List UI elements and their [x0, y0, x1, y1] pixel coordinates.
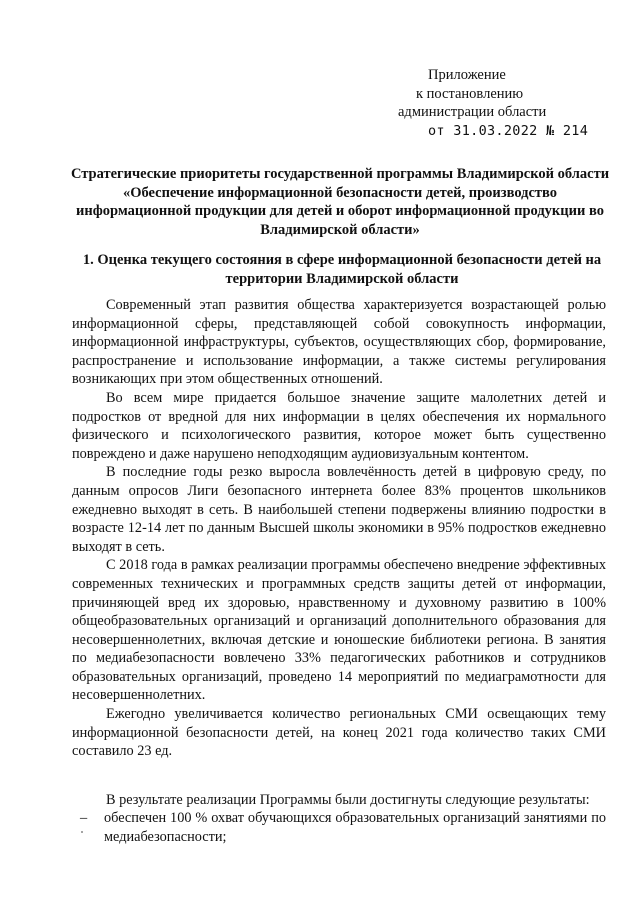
results-list: [72, 809, 606, 846]
list-item: [72, 809, 606, 846]
appendix-label: Приложение: [428, 67, 506, 83]
paragraph: В последние годы резко выросла вовлечённость детей в цифровую среду, по данным опросов Лиги безопасного интернета более 83% процентов школьников ежедневно выходят в сеть. В наибольшей степени подвержены влиянию подростки в возрасте 12-14 лет по данным Высшей школы экономики в 95% подростков ежедневно выходят в сеть.: [72, 464, 606, 555]
appendix-header: [398, 66, 588, 140]
appendix-authority: администрации области: [398, 104, 547, 120]
paragraph: С 2018 года в рамках реализации программы обеспечено внедрение эффективных современных технических и программных средств защиты детей от информации, причиняющей вред их здоровью, нравственному и духовному развитию в 100% общеобразовательных организаций и организаций дополнительного образования для несовершеннолетних, включая детские и юношеские библиотеки региона. В занятия по медиабезопасности вовлечено 33% педагогических работников и сотрудников образовательных организаций, проведено 14 мероприятий по медиаграмотности для несовершеннолетних.: [72, 557, 606, 704]
bullet-marker: –: [80, 810, 88, 827]
list-item-text: обеспечен 100 % охват обучающихся образовательных организаций занятиями по медиабезопасности;: [104, 810, 606, 846]
appendix-resolution: к постановлению: [416, 85, 524, 102]
appendix-date-number: от 31.03.2022 № 214: [428, 122, 589, 139]
scan-speck: [81, 831, 83, 833]
paragraph: Ежегодно увеличивается количество региональных СМИ освещающих тему информационной безопасности детей, на конец 2021 года количество таких СМИ составило 23 ед.: [72, 706, 606, 760]
paragraph: Современный этап развития общества характеризуется возрастающей ролью информационной сферы, представляющей собой совокупность информации, информационной инфраструктуры, субъектов, осуществляющих сбор, формирование, распространение и использование информации, а также системы регулирования возникающих при этом общественных отношений.: [72, 297, 606, 388]
paragraph: Во всем мире придается большое значение защите малолетних детей и подростков от вредной для них информации в целях обеспечения их нормального физического и психологического развития, которое может быть существенно повреждено и даже нарушено неподходящим аудиовизуальным контентом.: [72, 389, 606, 462]
section-body: [72, 296, 606, 847]
section-heading: 1. Оценка текущего состояния в сфере информационной безопасности детей на территории Владимирской области: [82, 252, 602, 287]
document-title: Стратегические приоритеты государственной программы Владимирской области «Обеспечение информационной безопасности детей, производство информационной продукции для детей и оборот информационной продукции во Владимирской области»: [70, 166, 610, 238]
paragraph: В результате реализации Программы были достигнуты следующие результаты:: [106, 791, 590, 808]
